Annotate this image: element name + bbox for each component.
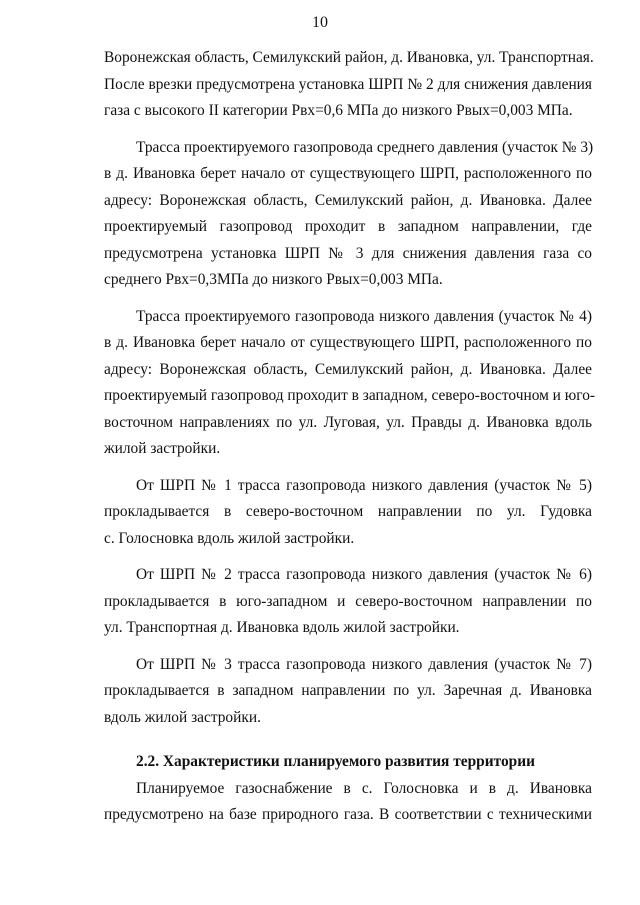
text-line: газа с высокого II категории Рвх=0,6 МПа до низкого Рвых=0,003 МПа. <box>104 102 573 119</box>
text-line: в д. Ивановка берет начало от существующего ШРП, расположенного по <box>104 165 592 182</box>
text-line: Планируемое газоснабжение в с. Голосновка и в д. Ивановка <box>136 779 592 797</box>
paragraph-section-6 <box>104 562 592 642</box>
paragraph-continuation <box>104 45 592 125</box>
text-line: прокладывается в северо-восточном направлении по ул. Гудовка <box>104 503 592 520</box>
text-line: ул. Транспортная д. Ивановка вдоль жилой застройки. <box>104 619 460 636</box>
text-line: предусмотрено на базе природного газа. В соответствии с техническими <box>104 806 592 823</box>
text-line: среднего Рвх=0,3МПа до низкого Рвых=0,003 МПа. <box>104 271 443 288</box>
text-line: Трасса проектируемого газопровода среднего давления (участок № 3) <box>136 138 594 156</box>
text-line: Воронежская область, Семилукский район, д. Ивановка, ул. Транспортная. <box>104 49 594 66</box>
text-line: в д. Ивановка берет начало от существующего ШРП, расположенного по <box>104 334 592 351</box>
text-line: восточном направлениях по ул. Луговая, ул. Правды д. Ивановка вдоль <box>104 413 592 431</box>
paragraph-planned-gas-supply <box>104 776 592 829</box>
text-line: проектируемый газопровод проходит в западном, северо-восточном и юго- <box>104 387 596 404</box>
text-line: с. Голосновка вдоль жилой застройки. <box>104 529 355 547</box>
text-line: предусмотрена установка ШРП № 3 для снижения давления газа со <box>104 244 592 262</box>
document-body <box>104 45 596 839</box>
text-line: жилой застройки. <box>104 440 221 457</box>
page-number: 10 <box>312 14 328 31</box>
section-heading: 2.2. Характеристики планируемого развития территории <box>136 753 535 770</box>
text-line: вдоль жилой застройки. <box>104 708 261 726</box>
text-line: От ШРП № 2 трасса газопровода низкого давления (участок № 6) <box>136 566 592 583</box>
text-line: После врезки предусмотрена установка ШРП № 2 для снижения давления <box>104 75 592 93</box>
text-line: От ШРП № 1 трасса газопровода низкого давления (участок № 5) <box>136 476 592 494</box>
text-line: Трасса проектируемого газопровода низкого давления (участок № 4) <box>136 307 592 325</box>
paragraph-section-5 <box>104 473 592 553</box>
text-line: прокладывается в юго-западном и северо-восточном направлении по <box>104 592 592 610</box>
paragraph-section-7 <box>104 652 592 732</box>
text-line: прокладывается в западном направлении по ул. Заречная д. Ивановка <box>104 682 592 699</box>
text-line: проектируемый газопровод проходит в западном направлении, где <box>104 218 592 235</box>
text-line: От ШРП № 3 трасса газопровода низкого давления (участок № 7) <box>136 655 592 673</box>
text-line: адресу: Воронежская область, Семилукский район, д. Ивановка. Далее <box>104 191 592 209</box>
paragraph-section-4 <box>104 304 596 463</box>
paragraph-section-3 <box>104 135 592 294</box>
text-line: адресу: Воронежская область, Семилукский район, д. Ивановка. Далее <box>104 360 592 378</box>
